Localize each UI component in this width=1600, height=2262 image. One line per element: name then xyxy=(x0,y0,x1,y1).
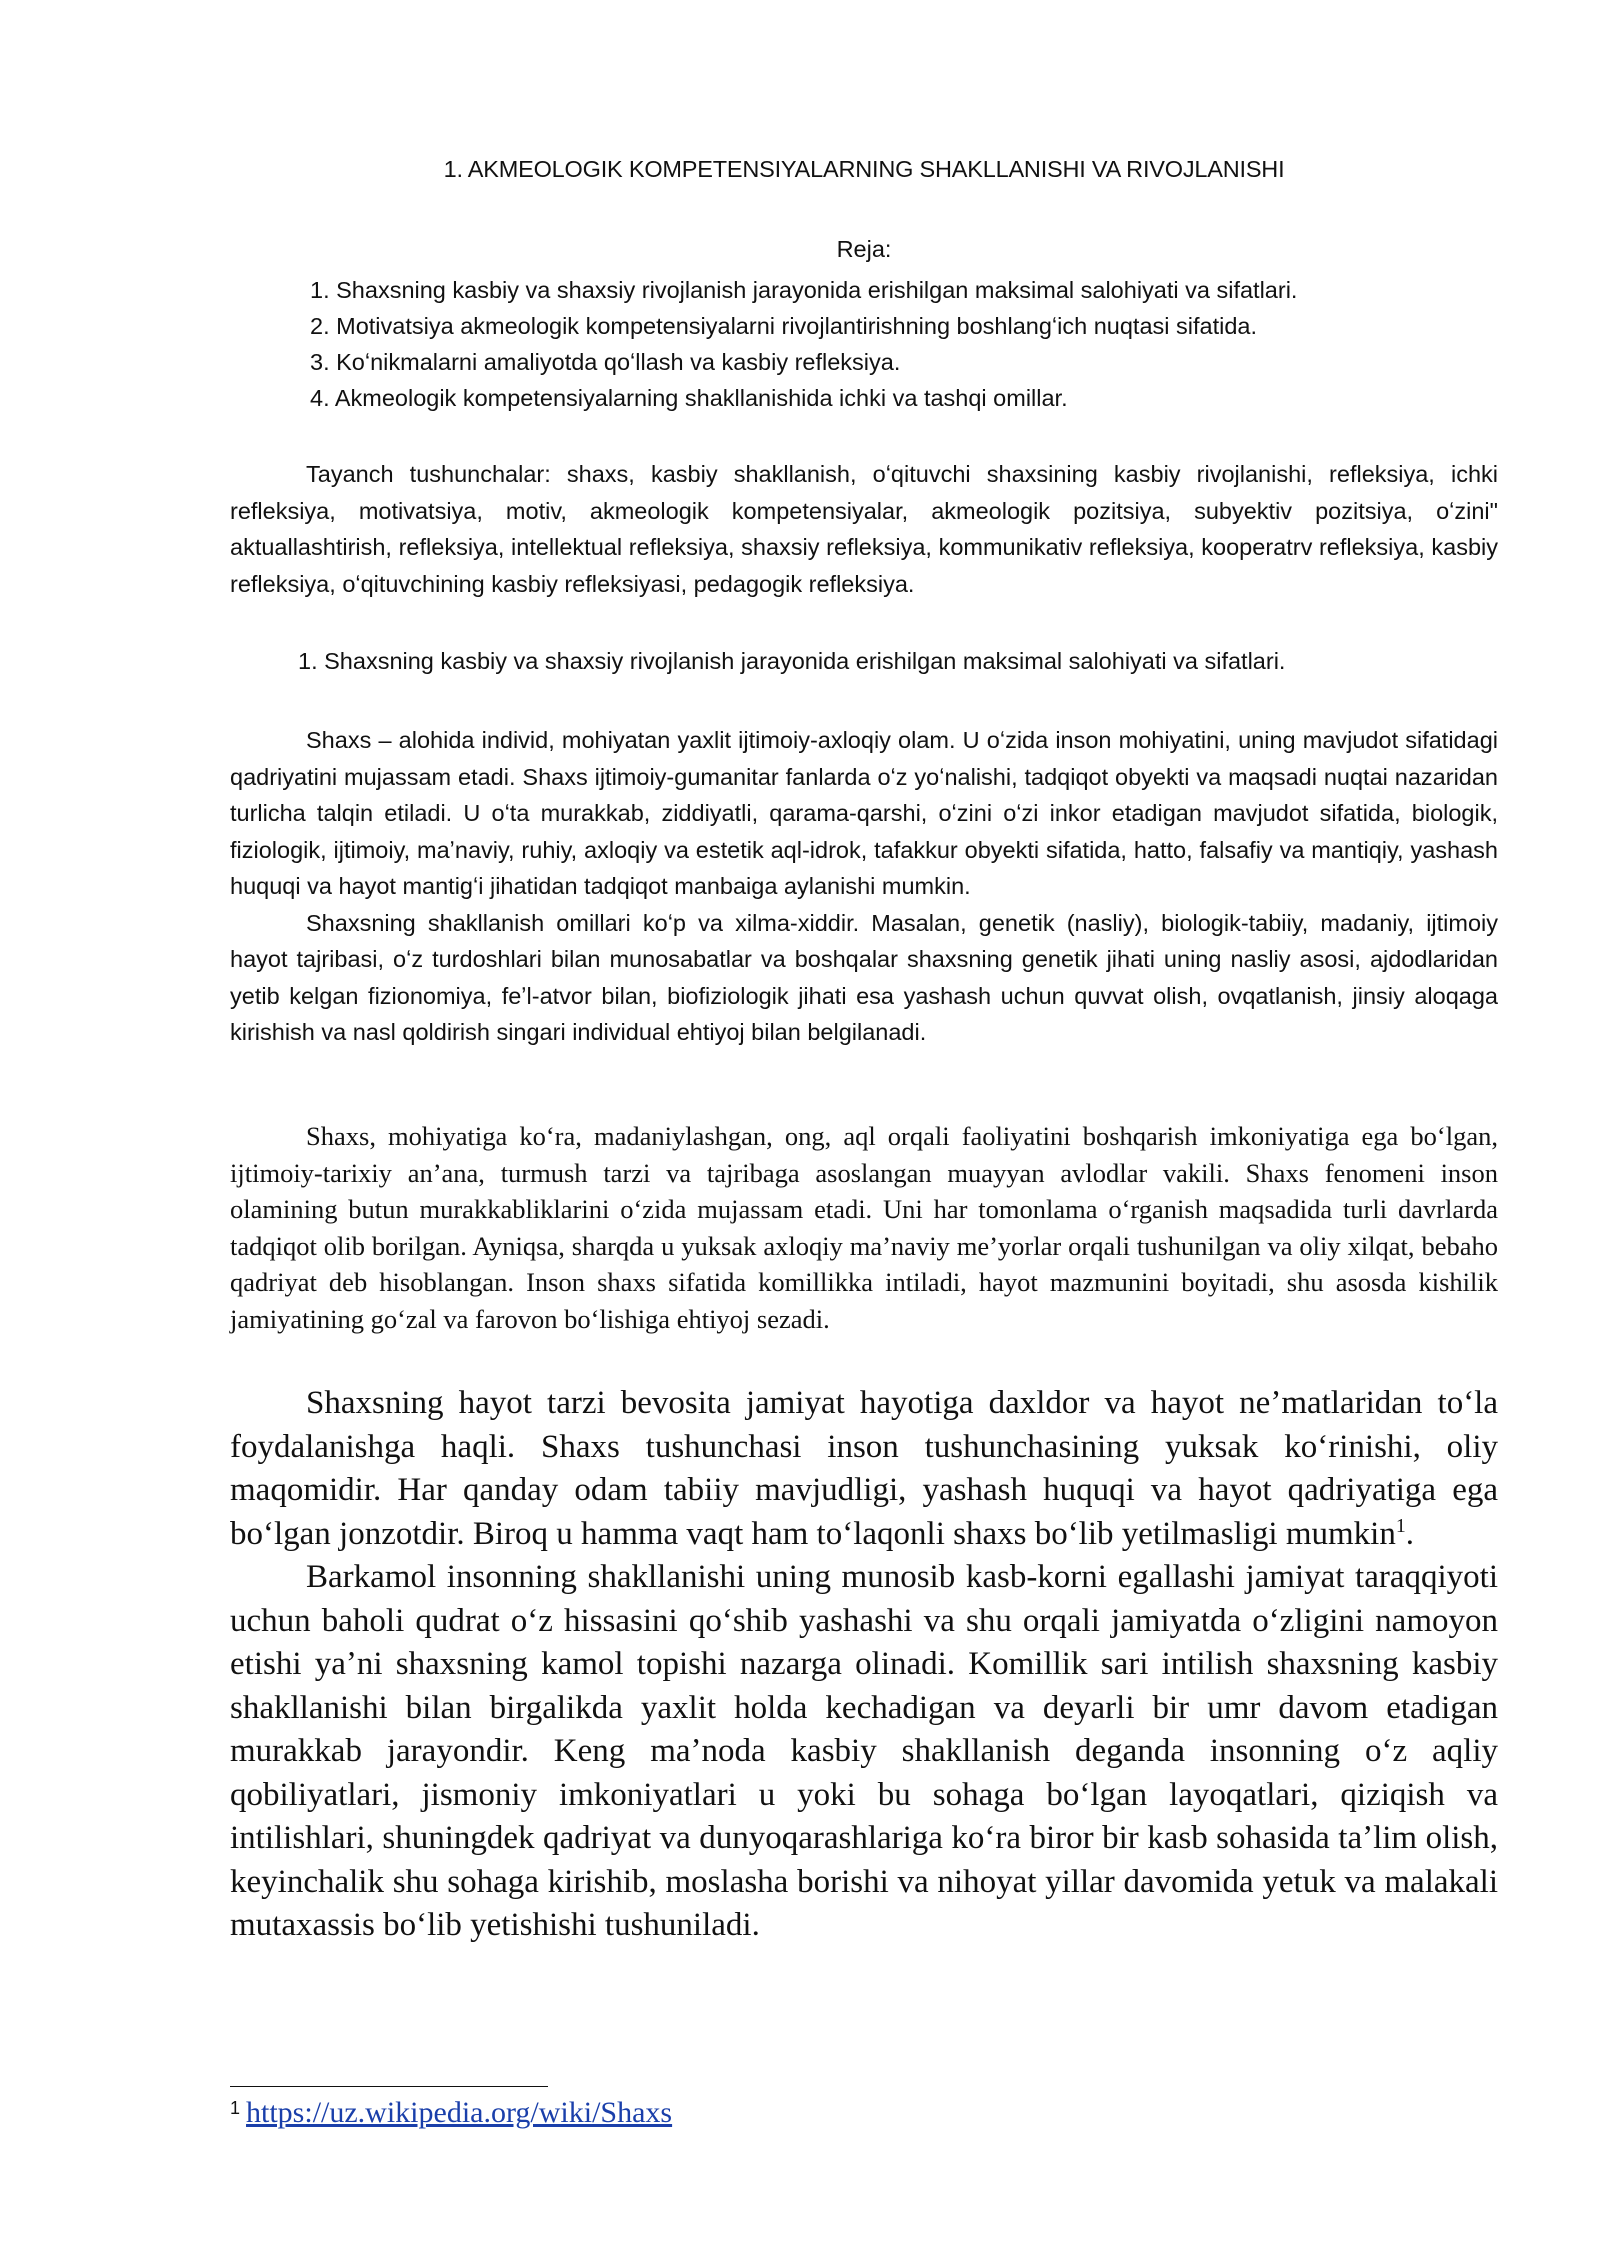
plan-heading: Reja: xyxy=(836,236,892,262)
plan-item: 1. Shaxsning kasbiy va shaxsiy rivojlanish jarayonida erishilgan maksimal salohiyati va sifatlari. xyxy=(310,277,1298,303)
body-paragraph: Barkamol insonning shakllanishi uning munosib kasb-korni egallashi jamiyat taraqqiyoti uchun baholi qudrat oʻz hissasini qoʻshib yashashi va shu orqali jamiyatda oʻzligini namoyon etishi yaʼni shaxsning kamol topishi nazarga olinadi. Komillik sari intilish shaxsning kasbiy shakllanishi bilan birgalikda yaxlit holda kechadigan va deyarli bir umr davom etadigan murakkab jarayondir. Keng maʼnoda kasbiy shakllanish deganda insonning oʻz aqliy qobiliyatlari, jismoniy imkoniyatlari u yoki bu sohaga boʻlgan layoqatlari, qiziqish va intilishlari, shuningdek qadriyat va dunyoqarashlariga koʻra biror bir kasb sohasida taʼlim olish, keyinchalik shu sohaga kirishib, moslasha borishi va nihoyat yillar davomida yetuk va malakali mutaxassis boʻlib yetishishi tushuniladi. xyxy=(230,1559,1498,1943)
footnote-reference[interactable]: 1 xyxy=(1395,1514,1406,1537)
body-paragraph-end: . xyxy=(1405,1515,1414,1552)
body-sans-block xyxy=(230,722,1498,1051)
body-serif-large-block xyxy=(230,1382,1498,1948)
body-paragraph-text: Shaxsning hayot tarzi bevosita jamiyat hayotiga daxldor va hayot neʼmatlaridan toʻla foydalanishga haqli. Shaxs tushunchasi inson tushunchasining yuksak koʻrinishi, oliy maqomidir. Har qanday odam tabiiy mavjudligi, yashash huquqi va hayot qadriyatiga ega boʻlgan jonzotdir. Biroq u hamma vaqt ham toʻlaqonli shaxs boʻlib yetilmasligi mumkin xyxy=(230,1385,1498,1552)
body-serif-block xyxy=(230,1118,1498,1337)
section-heading: 1. Shaxsning kasbiy va shaxsiy rivojlanish jarayonida erishilgan maksimal salohiyati va sifatlari. xyxy=(298,648,1286,674)
body-paragraph xyxy=(230,1382,1498,1556)
body-paragraph: Shaxs – alohida individ, mohiyatan yaxlit ijtimoiy-axloqiy olam. U oʻzida inson mohiyatini, uning mavjudot sifatidagi qadriyatini mujassam etadi. Shaxs ijtimoiy-gumanitar fanlarda oʻz yoʻnalishi, tadqiqot obyekti va maqsadi nuqtai nazaridan turlicha talqin etiladi. U oʻta murakkab, ziddiyatli, qarama-qarshi, oʻzini oʻzi inkor etadigan mavjudot sifatida, biologik, fiziologik, ijtimoiy, maʼnaviy, ruhiy, axloqiy va estetik aql-idrok, tafakkur obyekti sifatida, hatto, falsafiy va mantiqiy, yashash huquqi va hayot mantigʻi jihatidan tadqiqot manbaiga aylanishi mumkin. xyxy=(230,727,1498,899)
footnote-link[interactable]: https://uz.wikipedia.org/wiki/Shaxs xyxy=(246,2096,673,2129)
body-paragraph: Shaxs, mohiyatiga koʻra, madaniylashgan, ong, aql orqali faoliyatini boshqarish imkoniyatiga ega boʻlgan, ijtimoiy-tarixiy anʼana, turmush tarzi va tajribaga asoslangan muayyan avlodlar vakili. Shaxs fenomeni inson olamining butun murakkabliklarini oʻzida mujassam etadi. Uni har tomonlama oʻrganish maqsadida turli davrlarda tadqiqot olib borilgan. Ayniqsa, sharqda u yuksak axloqiy maʼnaviy meʼyorlar orqali tushunilgan va oliy xilqat, bebaho qadriyat deb hisoblangan. Inson shaxs sifatida komillikka intiladi, hayot mazmunini boyitadi, shu asosda kishilik jamiyatining goʻzal va farovon boʻlishiga ehtiyoj sezadi. xyxy=(230,1121,1498,1334)
plan-item: 2. Motivatsiya akmeologik kompetensiyalarni rivojlantirishning boshlangʻich nuqtasi sifatida. xyxy=(310,313,1258,339)
footnote xyxy=(230,2096,672,2130)
key-terms-block xyxy=(230,456,1498,602)
plan-list xyxy=(310,272,1490,416)
plan-item: 3. Koʻnikmalarni amaliyotda qoʻllash va kasbiy refleksiya. xyxy=(310,349,901,375)
footnote-separator xyxy=(230,2086,548,2087)
key-terms-paragraph: Tayanch tushunchalar: shaxs, kasbiy shakllanish, oʻqituvchi shaxsining kasbiy rivojlanishi, refleksiya, ichki refleksiya, motivatsiya, motiv, akmeologik kompetensiyalar, akmeologik pozitsiya, subyektiv pozitsiya, oʻzini" aktuallashtirish, refleksiya, intellektual refleksiya, shaxsiy refleksiya, kommunikativ refleksiya, kooperatrv refleksiya, kasbiy refleksiya, oʻqituvchining kasbiy refleksiyasi, pedagogik refleksiya. xyxy=(230,461,1498,597)
footnote-number: 1 xyxy=(230,2098,241,2118)
plan-item: 4. Akmeologik kompetensiyalarning shakllanishida ichki va tashqi omillar. xyxy=(310,385,1068,411)
body-paragraph: Shaxsning shakllanish omillari koʻp va xilma-xiddir. Masalan, genetik (nasliy), biologik-tabiiy, madaniy, ijtimoiy hayot tajribasi, oʻz turdoshlari bilan munosabatlar va boshqalar shaxsning genetik jihati uning nasliy asosi, ajdodlaridan yetib kelgan fizionomiya, feʼl-atvor bilan, biofiziologik jihati esa yashash uchun quvvat olish, ovqatlanish, jinsiy aloqaga kirishish va nasl qoldirish singari individual ehtiyoj bilan belgilanadi. xyxy=(230,909,1498,1045)
page-title: 1. AKMEOLOGIK KOMPETENSIYALARNING SHAKLLANISHI VA RIVOJLANISHI xyxy=(443,156,1285,182)
